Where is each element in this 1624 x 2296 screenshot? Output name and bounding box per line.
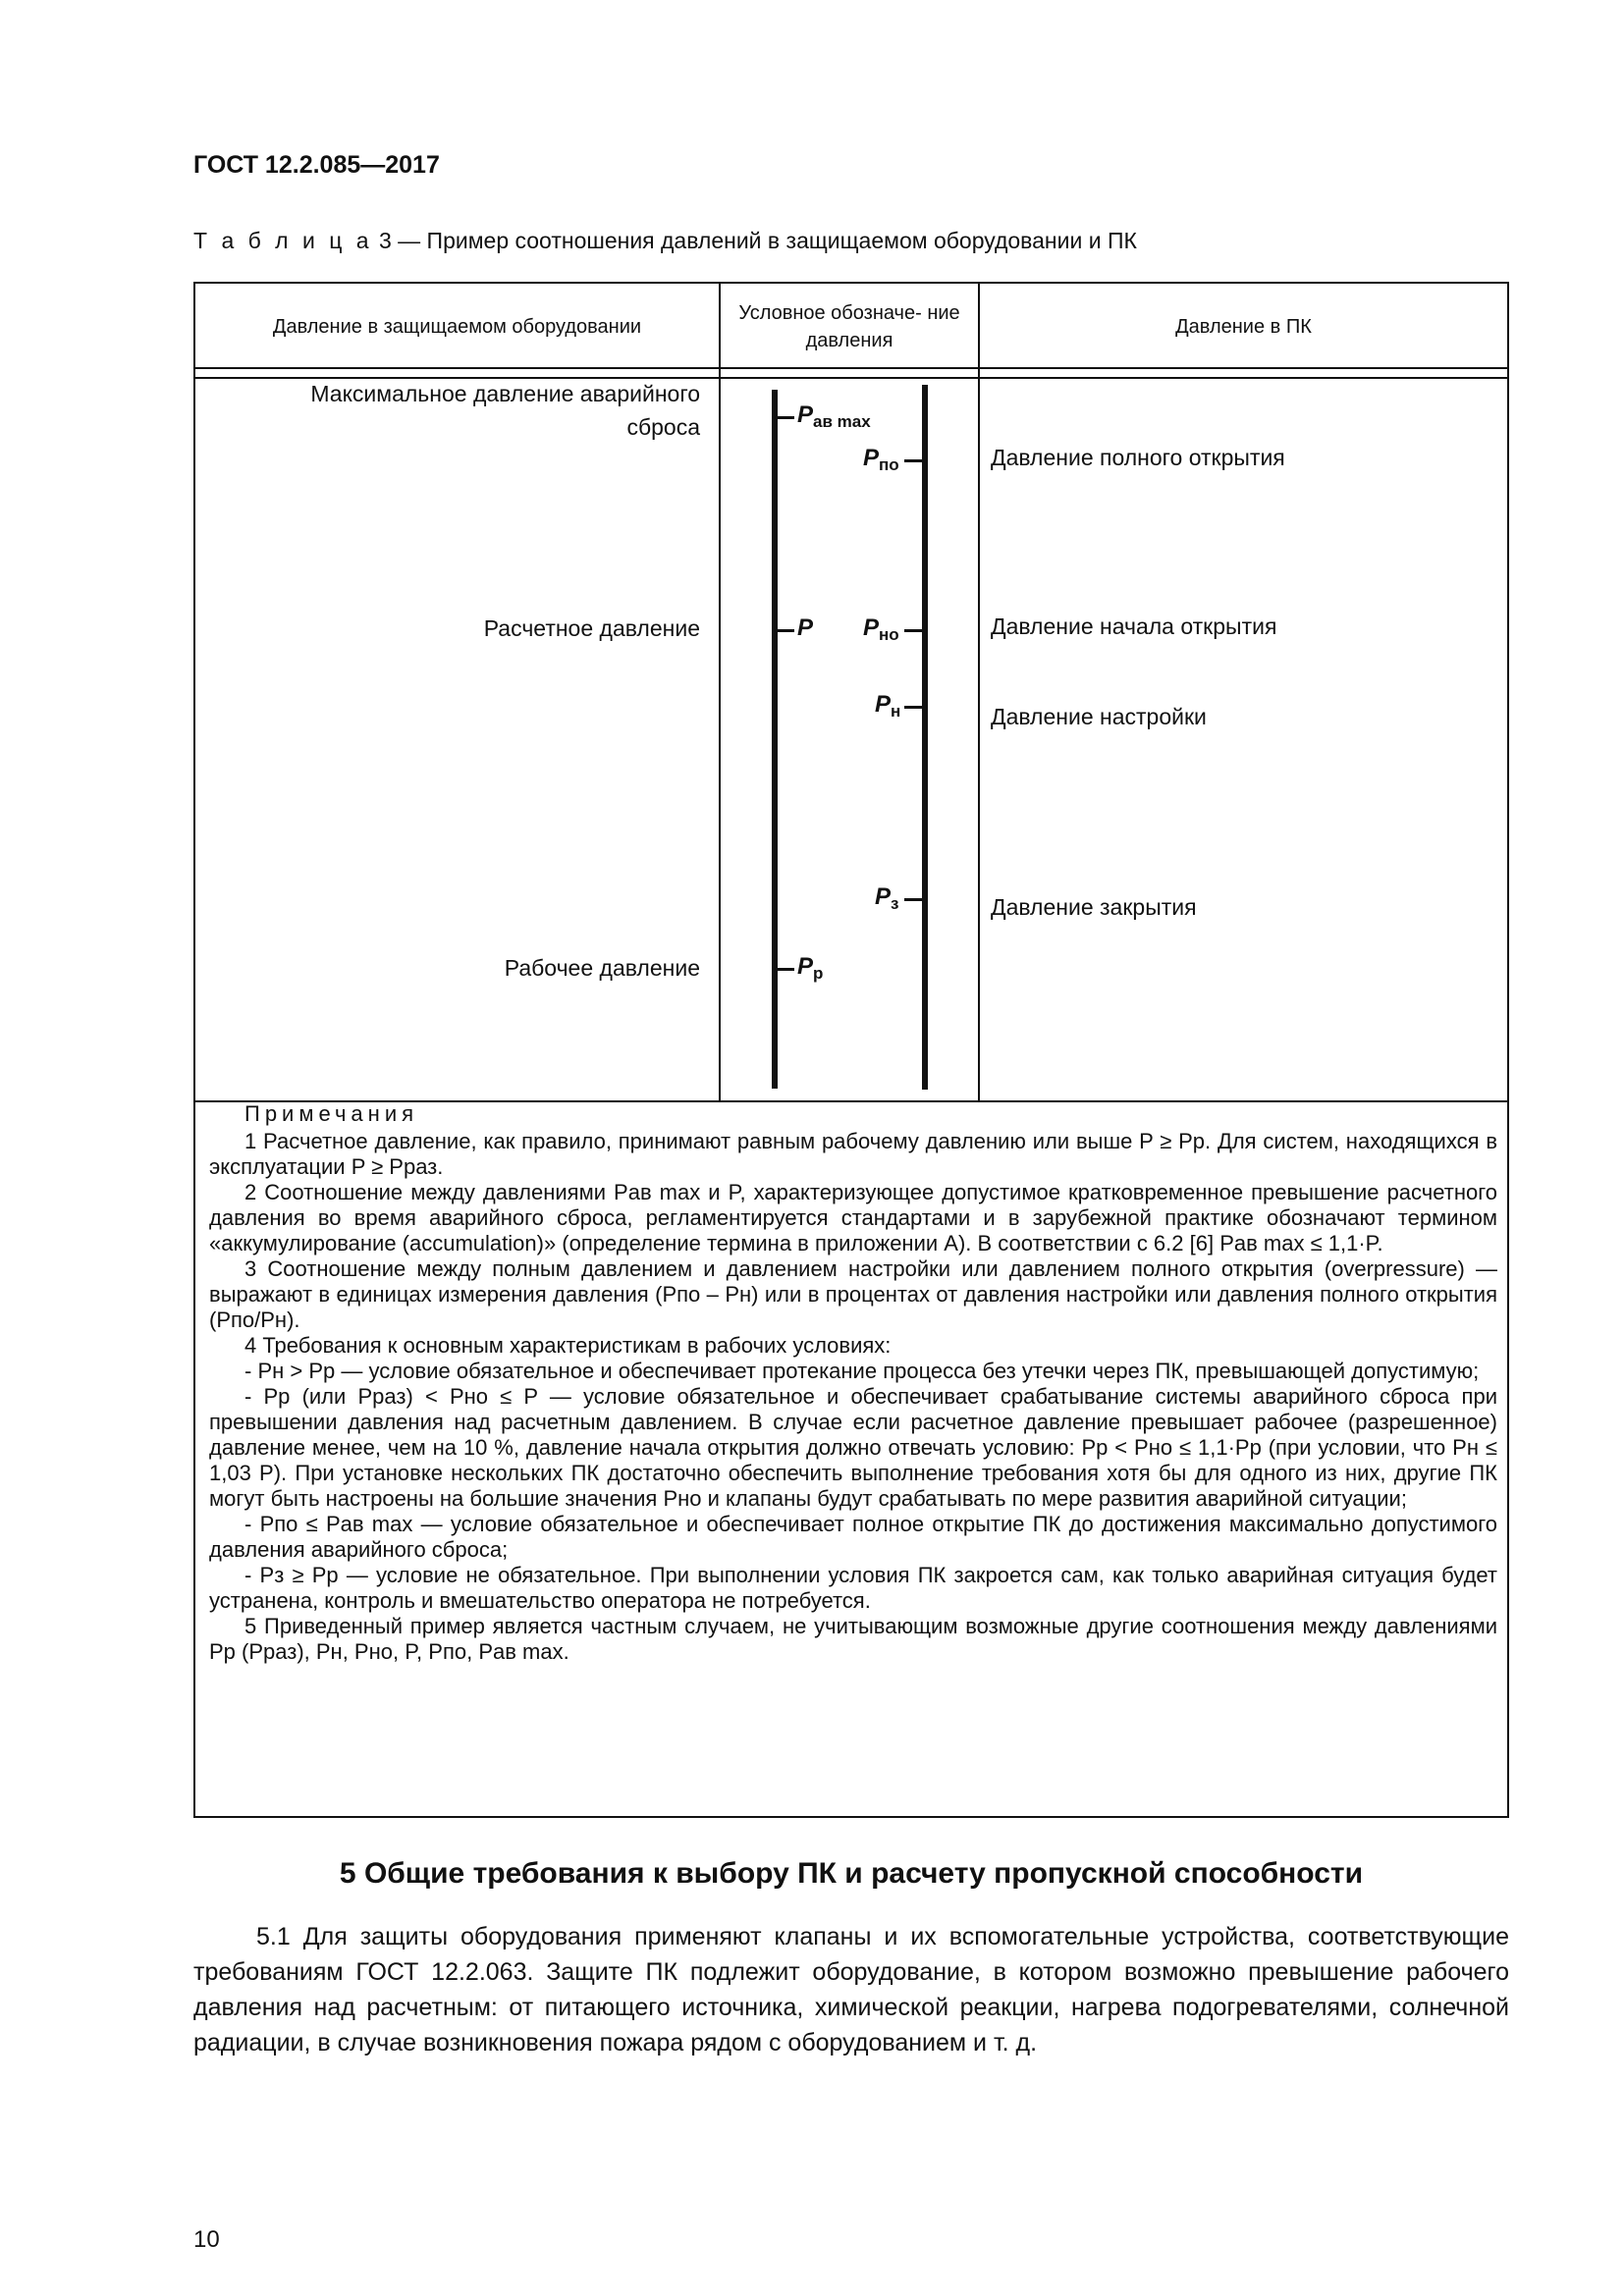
note-5: 5 Приведенный пример является частным случаем, не учитывающим возможные другие соотношения между давлениями Pр (Pраз), Pн, Pно, P, Pпо, Pав max. [209, 1614, 1497, 1664]
tick-p-z [904, 898, 922, 901]
label-closing-pressure: Давление закрытия [991, 894, 1197, 920]
paragraph-5-1: 5.1 Для защиты оборудования применяют клапаны и их вспомогательные устройства, соответствующие требованиям ГОСТ 12.2.063. Защите ПК подлежит оборудование, в котором возможно превышение рабочего давления над расчетным: от питающего источника, химической реакции, нагрева подогревателями, солнечной радиации, в случае возникновения пожара рядом с оборудованием и т. д. [193, 1923, 1509, 2056]
note-1: 1 Расчетное давление, как правило, принимают равным рабочему давлению или выше P ≥ Pр. Для систем, находящихся в эксплуатации P ≥ Pраз. [209, 1129, 1497, 1179]
note-4-item-2: - Pр (или Pраз) < Pно ≤ P — условие обязательное и обеспечивает срабатывание системы аварийного сброса при превышении давления над расчетным давлением. В случае если расчетное давление превышает рабочее (разрешенное) давление менее, чем на 10 %, давление начала открытия должно отвечать условию: Pр < Pно ≤ 1,1·Pр (при условии, что Pн ≤ 1,03 P). При установке нескольких ПК достаточно обеспечить выполнение требования хотя бы для одного из них, другие ПК могут быть настроены на большие значения Pно и клапаны будут срабатывать по мере развития аварийной ситуации; [209, 1384, 1497, 1511]
header-divider [195, 367, 1507, 369]
tick-p-po [904, 459, 922, 462]
col-divider-2 [978, 284, 980, 1102]
col-header-symbol: Условное обозначе- ние давления [738, 301, 960, 351]
symbol-p-no: $P_{но}$ [863, 614, 899, 644]
symbol-p-po: $P_{по}$ [863, 445, 899, 474]
col-header-valve: Давление в ПК [1175, 315, 1312, 338]
label-design-pressure: Расчетное давление [483, 615, 700, 641]
note-4: 4 Требования к основным характеристикам в рабочих условиях: [244, 1333, 892, 1358]
section-title: 5 Общие требования к выбору ПК и расчету пропускной способности [339, 1857, 1364, 1890]
symbol-p: P [797, 614, 814, 641]
table-caption [193, 228, 1137, 254]
note-4-item-4: - Pз ≥ Pр — условие не обязательное. При выполнении условия ПК закроется сам, как только аварийная ситуация будет устранена, контроль и вмешательство оператора не потребуется. [209, 1563, 1497, 1613]
valve-pressure-scale [922, 385, 928, 1090]
col-divider-1 [719, 284, 721, 1102]
table-caption-label: Т а б л и ц а [193, 228, 373, 253]
tick-p [777, 629, 794, 632]
symbol-p-n: $P_н$ [875, 691, 901, 721]
section-body [193, 1919, 1509, 2060]
notes-heading: Примечания [244, 1101, 419, 1126]
table-notes [209, 1101, 1497, 1665]
label-opening-start-pressure: Давление начала открытия [991, 614, 1277, 639]
document-code: ГОСТ 12.2.085—2017 [193, 151, 440, 179]
label-full-opening-pressure: Давление полного открытия [991, 445, 1285, 470]
label-setting-pressure: Давление настройки [991, 704, 1207, 729]
equipment-pressure-scale [772, 390, 778, 1089]
note-4-item-3: - Pпо ≤ Pав max — условие обязательное и обеспечивает полное открытие ПК до достижения максимально допустимого давления аварийного сброса; [209, 1512, 1497, 1562]
symbol-p-z: $P_з$ [875, 883, 899, 913]
note-4-item-1: - Pн > Pр — условие обязательное и обеспечивает протекание процесса без утечки через ПК, превышающей допустимую; [244, 1359, 1480, 1383]
col-header-equipment: Давление в защищаемом оборудовании [272, 315, 642, 338]
tick-p-no [904, 629, 922, 632]
label-max-emergency-pressure: Максимальное давление аварийного сброса [310, 381, 700, 440]
note-3: 3 Соотношение между полным давлением и давлением настройки или давлением полного открытия (overpressure) — выражают в единицах измерения давления (Pпо – Pн) или в процентах от давления настройки или давления полного открытия (Pпо/Pн). [209, 1256, 1497, 1332]
symbol-p-r: $P_р$ [797, 953, 824, 983]
table-caption-text: 3 — Пример соотношения давлений в защищаемом оборудовании и ПК [378, 228, 1137, 253]
tick-p-n [904, 706, 922, 709]
page-number: 10 [193, 2226, 220, 2253]
tick-p-av-max [777, 416, 794, 419]
symbol-p-av-max: $P_{ав max}$ [797, 401, 871, 431]
label-working-pressure: Рабочее давление [504, 955, 700, 981]
tick-p-r [777, 968, 794, 971]
note-2: 2 Соотношение между давлениями Pав max и P, характеризующее допустимое кратковременное превышение расчетного давления во время аварийного сброса, регламентируется стандартами и в зарубежной практике обозначают термином «аккумулирование (accumulation)» (определение термина в приложении А). В соответствии с 6.2 [6] Pав max ≤ 1,1·P. [209, 1180, 1497, 1255]
